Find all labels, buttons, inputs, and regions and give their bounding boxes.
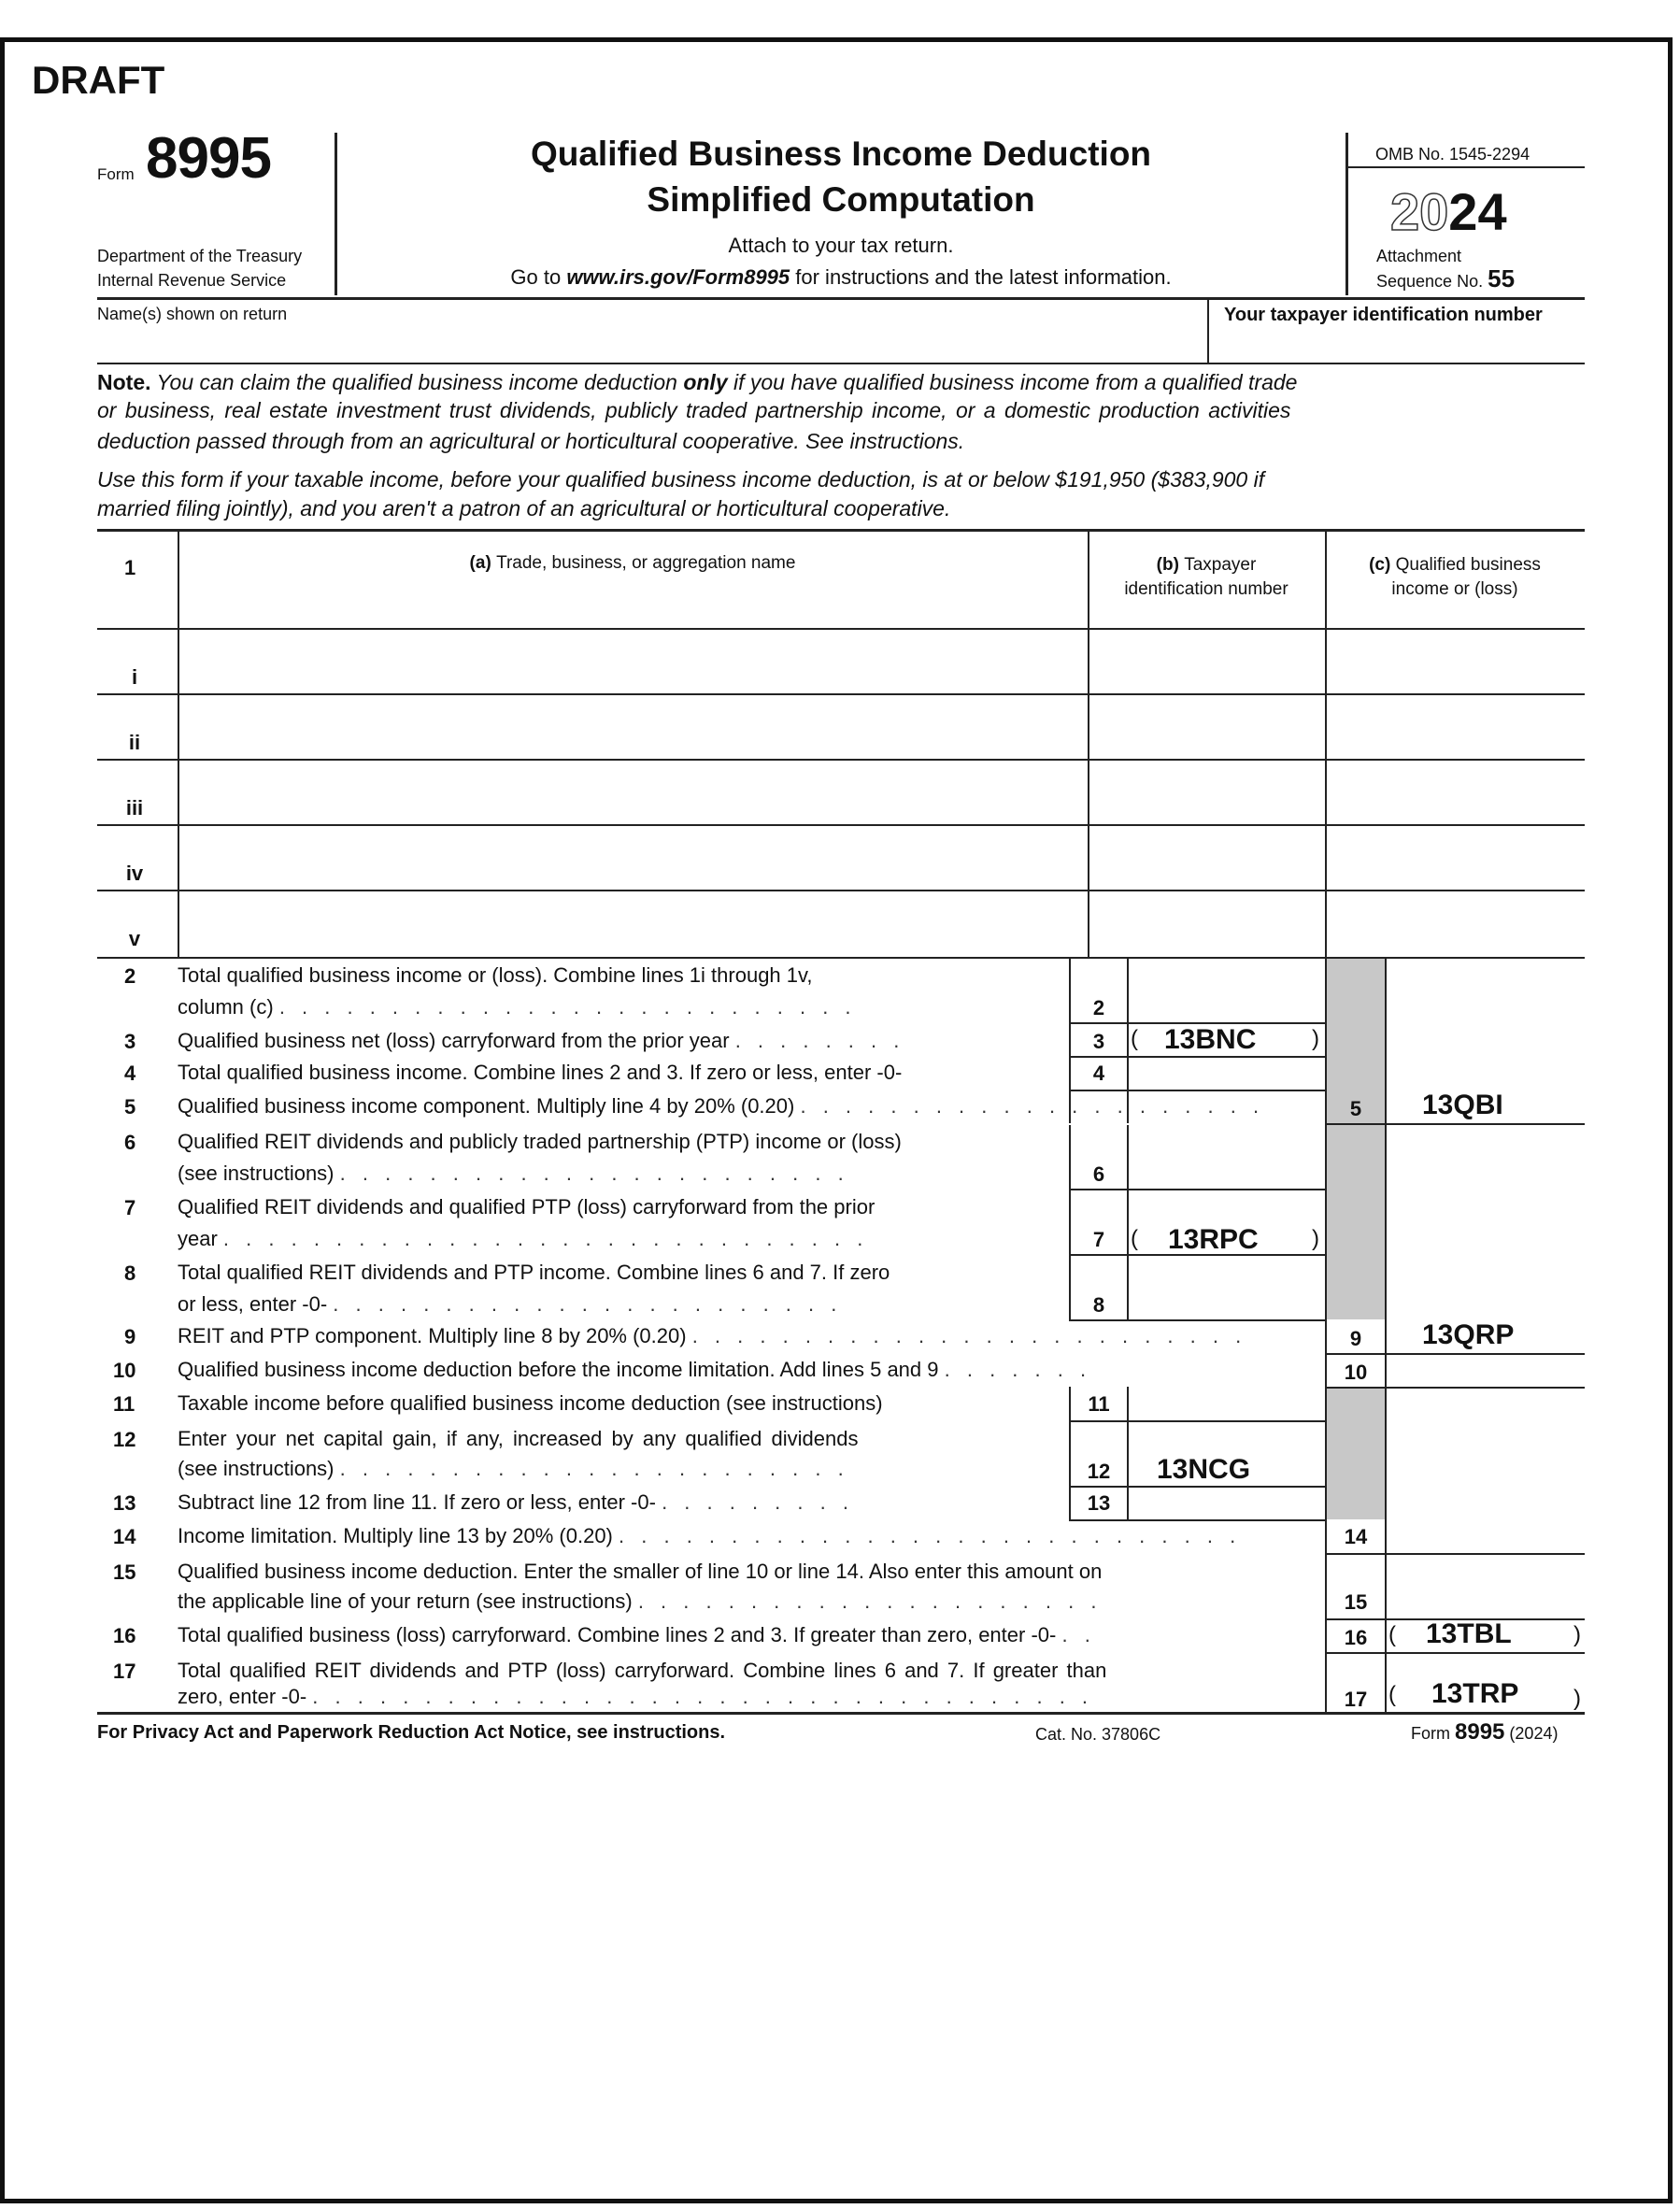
row-iii-income-input[interactable] [1329, 762, 1581, 820]
col-a-header [178, 553, 1088, 574]
line8-text1: Total qualified REIT dividends and PTP income. Combine lines 6 and 7. If zero [178, 1261, 890, 1284]
line17-text2: zero, enter -0- . . . . . . . . . . . . . . . . . . . . . . . . . . . . . . . . . . . [178, 1685, 1094, 1708]
names-label: Name(s) shown on return [97, 305, 288, 323]
row-v-income-input[interactable] [1329, 893, 1581, 953]
line3-open-paren: ( [1131, 1026, 1138, 1051]
row-v-tin-input[interactable] [1091, 893, 1321, 953]
table-col-a-left [178, 529, 179, 957]
line10-number: 10 [113, 1359, 136, 1382]
sequence-row [1376, 264, 1515, 293]
line11-number: 11 [113, 1392, 135, 1416]
line14-box: 14 [1344, 1525, 1368, 1548]
row-label-iv: iv [125, 862, 144, 885]
row-iv-income-input[interactable] [1329, 828, 1581, 886]
line10-rule [1325, 1387, 1585, 1389]
line12-number: 12 [113, 1428, 136, 1451]
row-label-v: v [128, 927, 141, 950]
line5-rule [1325, 1123, 1585, 1125]
line13-amount-input[interactable] [1131, 1489, 1321, 1518]
row-iv-tin-input[interactable] [1091, 828, 1321, 886]
line8-amount-input[interactable] [1131, 1258, 1321, 1316]
name-row-bottom-rule [97, 363, 1585, 364]
col-c-header [1325, 553, 1585, 602]
line12-text1: Enter your net capital gain, if any, increased by any qualified dividends [178, 1427, 859, 1450]
note-only: only [683, 370, 728, 394]
line2-number: 2 [124, 964, 136, 988]
shade-lines-11-13 [1327, 1387, 1385, 1519]
line6-text1: Qualified REIT dividends and publicly traded partnership (PTP) income or (loss) [178, 1130, 902, 1153]
line16-text: Total qualified business (loss) carryforward. Combine lines 2 and 3. If greater than zero, enter -0- . . [178, 1623, 1096, 1646]
dept-line2: Internal Revenue Service [97, 271, 287, 290]
footer-form-prefix: Form [1411, 1724, 1450, 1743]
line5-value[interactable]: 13QBI [1422, 1090, 1503, 1120]
note-label: Note. [97, 370, 151, 394]
note-text-b: if you have qualified business income from a qualified trade [727, 370, 1298, 394]
table-top-rule [97, 529, 1585, 532]
mid-box-right-c [1127, 1387, 1129, 1519]
line3-number: 3 [124, 1030, 136, 1053]
line3-value[interactable]: 13BNC [1164, 1024, 1257, 1055]
col-c-text2: income or (loss) [1391, 579, 1518, 599]
line9-rule [1325, 1353, 1585, 1355]
line6-text2: (see instructions) . . . . . . . . . . . . . . . . . . . . . . . [178, 1162, 849, 1185]
row-iii-rule [97, 824, 1585, 826]
line4-box: 4 [1092, 1062, 1105, 1085]
mid-box-left-b [1069, 1125, 1071, 1319]
line4-text: Total qualified business income. Combine lines 2 and 3. If zero or less, enter -0- [178, 1061, 903, 1084]
line7-text1: Qualified REIT dividends and qualified PTP (loss) carryforward from the prior [178, 1195, 876, 1219]
irs-url-link[interactable]: www.irs.gov/Form8995 [566, 265, 790, 289]
line15-number: 15 [113, 1561, 136, 1584]
row-ii-name-input[interactable] [181, 697, 1084, 755]
col-c-text1: Qualified business [1395, 555, 1541, 575]
note-paragraph [97, 367, 1581, 398]
line2-text1: Total qualified business income or (loss). Combine lines 1i through 1v, [178, 963, 813, 987]
row-i-income-input[interactable] [1329, 632, 1581, 690]
draft-label: DRAFT [32, 58, 165, 102]
line15-text2: the applicable line of your return (see instructions) . . . . . . . . . . . . . . . . . . . . . [178, 1589, 1103, 1613]
line7-text2: year . . . . . . . . . . . . . . . . . . . . . . . . . . . . . [178, 1227, 869, 1250]
form-number: 8995 [146, 126, 271, 191]
line13-text: Subtract line 12 from line 11. If zero or less, enter -0- . . . . . . . . . [178, 1490, 854, 1514]
line6-rule [1069, 1189, 1325, 1190]
line2-text2: column (c) . . . . . . . . . . . . . . . . . . . . . . . . . . [178, 995, 857, 1019]
line16-number: 16 [113, 1624, 136, 1647]
form-bottom-rule [97, 1712, 1585, 1715]
mid-box-right-b [1127, 1125, 1129, 1319]
attachment-label: Attachment [1376, 247, 1462, 265]
line15-box: 15 [1344, 1590, 1368, 1614]
line11-rule [1069, 1420, 1325, 1422]
line14-amount-input[interactable] [1388, 1523, 1581, 1551]
line7-open-paren: ( [1131, 1226, 1138, 1251]
line14-text: Income limitation. Multiply line 13 by 20% (0.20) . . . . . . . . . . . . . . . . . . . . . . . . . . . . [178, 1524, 1242, 1547]
line3-rule [1069, 1056, 1325, 1058]
line17-box: 17 [1344, 1688, 1368, 1711]
row-ii-rule [97, 759, 1585, 761]
line16-rule [1325, 1652, 1585, 1654]
col-a-letter: (a) [469, 553, 491, 573]
line8-number: 8 [124, 1261, 136, 1285]
goto-prefix: Go to [510, 265, 567, 289]
line17-text1: Total qualified REIT dividends and PTP (loss) carryforward. Combine lines 6 and 7. If greater than [178, 1659, 1107, 1682]
goto-instruction [336, 265, 1345, 290]
row-ii-tin-input[interactable] [1091, 697, 1321, 755]
line6-amount-input[interactable] [1131, 1127, 1321, 1187]
row-label-i: i [131, 665, 138, 689]
row-i-name-input[interactable] [181, 632, 1084, 690]
line9-box: 9 [1349, 1327, 1362, 1350]
line9-text: REIT and PTP component. Multiply line 8 by 20% (0.20) . . . . . . . . . . . . . . . . . . . . . . . . . [178, 1324, 1247, 1347]
row-iv-name-input[interactable] [181, 828, 1084, 886]
line15-amount-input[interactable] [1388, 1557, 1581, 1615]
line8-box: 8 [1092, 1293, 1105, 1317]
tin-label: Your taxpayer identification number [1224, 305, 1543, 325]
line17-close-paren: ) [1573, 1686, 1581, 1711]
footer-form-year: (2024) [1509, 1724, 1559, 1743]
line3-text: Qualified business net (loss) carryforward from the prior year . . . . . . . . [178, 1029, 905, 1052]
sequence-label: Sequence No. [1376, 272, 1484, 291]
name-input[interactable] [97, 327, 1200, 361]
table-header-bottom-rule [97, 628, 1585, 630]
goto-suffix: for instructions and the latest information. [790, 265, 1172, 289]
line14-number: 14 [113, 1525, 136, 1548]
tax-year-outline: 20 [1390, 182, 1449, 241]
sequence-number: 55 [1488, 264, 1516, 292]
line17-number: 17 [113, 1660, 136, 1683]
use-line1: Use this form if your taxable income, before your qualified business income deduction, is at or below $191,950 ($383,900 if [97, 467, 1265, 492]
privacy-notice: For Privacy Act and Paperwork Reduction Act Notice, see instructions. [97, 1722, 726, 1743]
line7-number: 7 [124, 1196, 136, 1219]
shade-lines-6-8 [1327, 1125, 1385, 1319]
line3-box: 3 [1092, 1030, 1105, 1053]
line15-text1: Qualified business income deduction. Enter the smaller of line 10 or line 14. Also enter this amount on [178, 1560, 1103, 1583]
line5-box: 5 [1349, 1097, 1362, 1120]
line10-box: 10 [1344, 1361, 1368, 1384]
line12-rule [1069, 1486, 1325, 1488]
col-b-letter: (b) [1156, 555, 1179, 575]
row-ii-income-input[interactable] [1329, 697, 1581, 755]
line16-box: 16 [1344, 1626, 1368, 1649]
catalog-number: Cat. No. 37806C [1035, 1725, 1161, 1744]
footer-form-id [1411, 1719, 1558, 1746]
line1-number: 1 [124, 556, 136, 579]
note-line2: or business, real estate investment trust dividends, publicly traded partnership income, or a domestic production activities [97, 398, 1291, 422]
omb-underline [1345, 166, 1585, 168]
line11-text: Taxable income before qualified business income deduction (see instructions) [178, 1391, 883, 1415]
tin-input[interactable] [1215, 327, 1579, 361]
line7-rule [1069, 1254, 1325, 1256]
line12-box: 12 [1087, 1460, 1111, 1483]
line4-amount-input[interactable] [1131, 1060, 1321, 1088]
dept-line1: Department of the Treasury [97, 247, 303, 265]
row-i-tin-input[interactable] [1091, 632, 1321, 690]
form-title-line2: Simplified Computation [647, 180, 1035, 219]
use-line2: married filing jointly), and you aren't a patron of an agricultural or horticultural cooperative. [97, 496, 951, 520]
line16-value[interactable]: 13TBL [1426, 1618, 1512, 1649]
name-tin-divider [1207, 297, 1209, 363]
line4-number: 4 [124, 1062, 136, 1085]
footer-form-number: 8995 [1455, 1719, 1505, 1745]
line16-close-paren: ) [1573, 1622, 1581, 1647]
line7-box: 7 [1092, 1228, 1105, 1251]
line11-amount-input[interactable] [1131, 1390, 1321, 1418]
line16-open-paren: ( [1388, 1622, 1396, 1647]
col-c-letter: (c) [1369, 555, 1391, 575]
tax-year-bold: 24 [1448, 182, 1507, 241]
header-divider-right [1345, 133, 1348, 295]
col-b-text2: identification number [1124, 579, 1288, 599]
line13-number: 13 [113, 1491, 136, 1515]
line11-box: 11 [1088, 1392, 1110, 1416]
line9-number: 9 [124, 1325, 136, 1348]
line8-text2: or less, enter -0- . . . . . . . . . . . . . . . . . . . . . . . [178, 1292, 843, 1316]
form-prefix: Form [97, 165, 135, 183]
col-a-text: Trade, business, or aggregation name [496, 553, 796, 573]
line6-number: 6 [124, 1131, 136, 1154]
line10-text: Qualified business income deduction before the income limitation. Add lines 5 and 9 . . . . . . . [178, 1358, 1092, 1381]
line6-box: 6 [1092, 1162, 1105, 1186]
form-title-line1: Qualified Business Income Deduction [530, 135, 1152, 173]
line10-amount-input[interactable] [1388, 1357, 1581, 1385]
col-b-text1: Taxpayer [1184, 555, 1257, 575]
line13-box: 13 [1087, 1491, 1111, 1515]
tax-year [1390, 181, 1507, 242]
line5-number: 5 [124, 1095, 136, 1119]
line12-text2: (see instructions) . . . . . . . . . . . . . . . . . . . . . . . [178, 1457, 849, 1480]
row-iv-rule [97, 890, 1585, 891]
line9-value[interactable]: 13QRP [1422, 1319, 1515, 1350]
line7-value[interactable]: 13RPC [1168, 1224, 1259, 1255]
col-b-header [1088, 553, 1325, 602]
note-text-a: You can claim the qualified business income deduction [150, 370, 684, 394]
header-bottom-rule [97, 297, 1585, 300]
row-iii-tin-input[interactable] [1091, 762, 1321, 820]
attach-instruction: Attach to your tax return. [728, 234, 954, 257]
line7-close-paren: ) [1312, 1226, 1319, 1251]
line17-open-paren: ( [1388, 1682, 1396, 1707]
note-line3: deduction passed through from an agricultural or horticultural cooperative. See instructions. [97, 429, 965, 453]
line14-rule [1325, 1553, 1585, 1555]
row-iii-name-input[interactable] [181, 762, 1084, 820]
line5-text: Qualified business income component. Multiply line 4 by 20% (0.20) . . . . . . . . . . . . . . . . . . . . . [178, 1094, 1265, 1118]
right-box-right [1385, 957, 1387, 1712]
row-i-rule [97, 693, 1585, 695]
row-label-iii: iii [125, 796, 144, 819]
line2-amount-input[interactable] [1131, 961, 1321, 1019]
line3-close-paren: ) [1312, 1026, 1319, 1051]
line12-value[interactable]: 13NCG [1157, 1454, 1251, 1485]
line17-value[interactable]: 13TRP [1431, 1678, 1519, 1709]
omb-number: OMB No. 1545-2294 [1375, 145, 1531, 164]
row-label-ii: ii [128, 731, 141, 754]
row-v-name-input[interactable] [181, 893, 1084, 953]
line2-box: 2 [1092, 996, 1105, 1019]
